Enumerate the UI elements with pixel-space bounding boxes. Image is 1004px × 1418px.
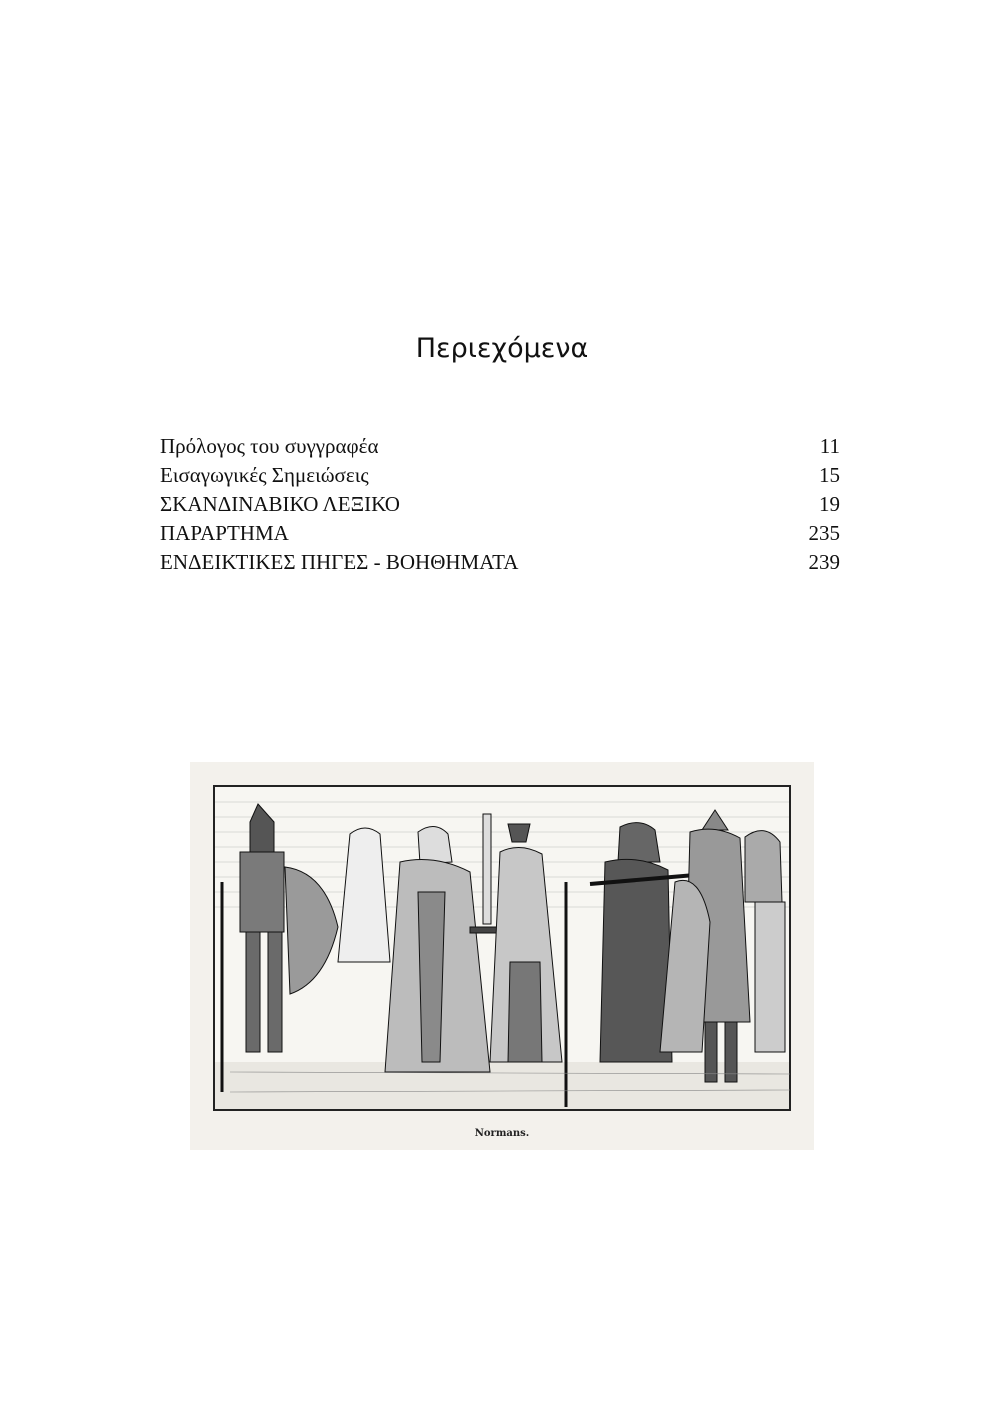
toc-label: ΣΚΑΝΔΙΝΑΒΙΚΟ ΛΕΞΙΚΟ <box>160 492 400 516</box>
toc-row[interactable] <box>160 461 840 490</box>
toc-label: Εισαγωγικές Σημειώσεις <box>160 463 369 487</box>
toc-page-number: 15 <box>819 463 840 487</box>
toc-label: ΠΑΡΑΡΤΗΜΑ <box>160 521 289 545</box>
page-title: Περιεχόμενα <box>415 333 589 364</box>
toc-page-number: 239 <box>808 550 840 574</box>
toc-row[interactable] <box>160 548 840 577</box>
toc-page-number: 19 <box>819 492 840 516</box>
toc-row[interactable] <box>160 432 840 461</box>
toc-row[interactable] <box>160 519 840 548</box>
toc-page-number: 235 <box>808 521 840 545</box>
toc-page-number: 11 <box>819 434 840 458</box>
normans-engraving-illustration <box>190 762 814 1122</box>
toc-label: Πρόλογος του συγγραφέα <box>160 434 379 458</box>
toc-row[interactable] <box>160 490 840 519</box>
figure-caption: Normans. <box>474 1128 530 1139</box>
table-of-contents <box>160 432 840 577</box>
toc-label: ΕΝΔΕΙΚΤΙΚΕΣ ΠΗΓΕΣ - ΒΟΗΘΗΜΑΤΑ <box>160 550 519 574</box>
engraving-figure <box>190 762 814 1150</box>
